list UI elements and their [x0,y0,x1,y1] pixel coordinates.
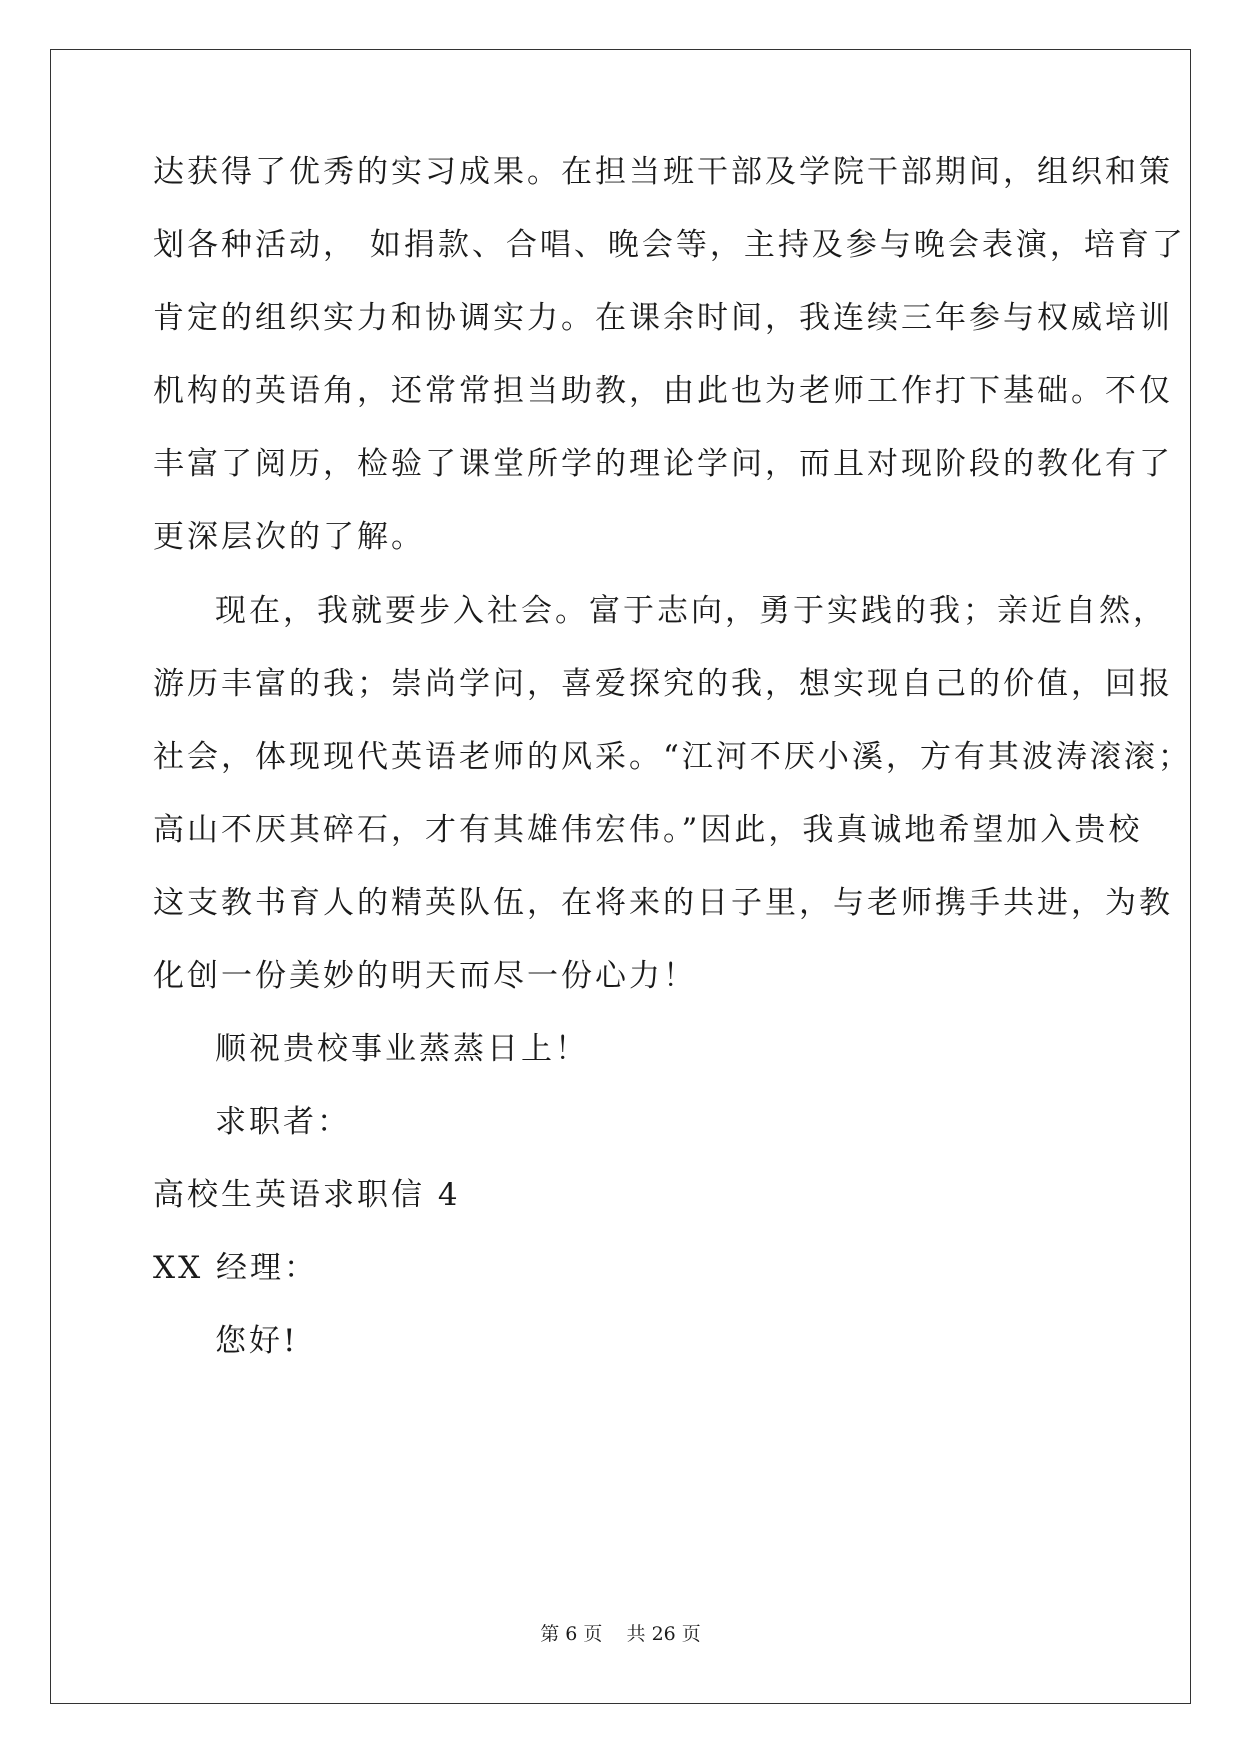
paragraph-line-10: 高山不厌其碎石，才有其雄伟宏伟。”因此，我真诚地希望加入贵校 [153,812,1143,848]
paragraph-line-3: 肯定的组织实力和协调实力。在课余时间，我连续三年参与权威培训 [153,300,1173,336]
section-heading: 高校生英语求职信 4 [153,1177,461,1213]
paragraph-line-7: 现在，我就要步入社会。富于志向，勇于实践的我；亲近自然， [215,593,1167,629]
greeting: 您好! [215,1323,299,1359]
paragraph-line-12: 化创一份美妙的明天而尽一份心力！ [153,958,697,994]
paragraph-line-6: 更深层次的了解。 [153,519,425,555]
paragraph-line-4: 机构的英语角，还常常担当助教，由此也为老师工作打下基础。不仅 [153,373,1173,409]
salutation: XX 经理： [153,1250,318,1286]
paragraph-line-2: 划各种活动， 如捐款、合唱、晚会等，主持及参与晚会表演，培育了 [153,227,1186,263]
paragraph-line-8: 游历丰富的我；崇尚学问，喜爱探究的我，想实现自己的价值，回报 [153,666,1173,702]
page-number-footer: 第 6 页 共 26 页 [540,1623,701,1645]
paragraph-line-5: 丰富了阅历，检验了课堂所学的理论学问，而且对现阶段的教化有了 [153,446,1173,482]
signature-label: 求职者： [215,1104,351,1140]
paragraph-line-11: 这支教书育人的精英队伍，在将来的日子里，与老师携手共进，为教 [153,885,1173,921]
paragraph-line-1: 达获得了优秀的实习成果。在担当班干部及学院干部期间，组织和策 [153,154,1173,190]
paragraph-line-9: 社会，体现现代英语老师的风采。“江河不厌小溪，方有其波涛滚滚； [153,739,1192,775]
closing-wish: 顺祝贵校事业蒸蒸日上！ [215,1031,589,1067]
